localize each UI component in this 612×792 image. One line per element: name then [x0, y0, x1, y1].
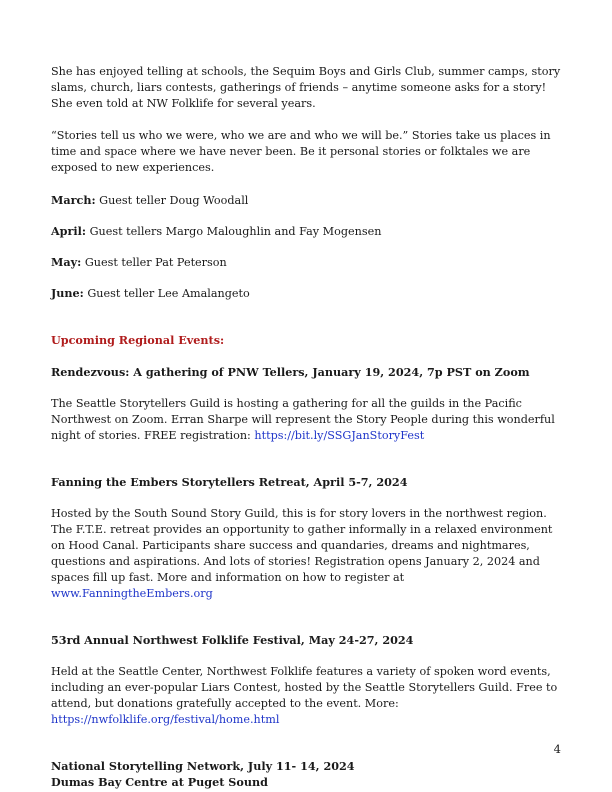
page-number: 4: [553, 742, 561, 756]
intro-paragraph-1: She has enjoyed telling at schools, the Sequim Boys and Girls Club, summer camps, story slams, church, liars contests, gatherings of friends – anytime someone asks for a story! She even told at NW Folklife for several years.: [51, 65, 561, 110]
schedule-text: Guest teller Doug Woodall: [95, 194, 249, 207]
event-subtitle-nsn: Dumas Bay Centre at Puget Sound: [51, 775, 268, 789]
schedule-item-june: [51, 285, 566, 302]
event-link-fanning-embers[interactable]: www.FanningtheEmbers.org: [51, 587, 213, 600]
event-link-folklife[interactable]: https://nwfolklife.org/festival/home.html: [51, 713, 280, 726]
schedule-text: Guest tellers Margo Maloughlin and Fay Mogensen: [86, 225, 382, 238]
document-body: [51, 64, 566, 790]
event-title-nsn: National Storytelling Network, July 11- 14, 2024: [51, 759, 355, 773]
event-body-text: Held at the Seattle Center, Northwest Folklife features a variety of spoken word events, including an ever-popular Liars Contest, hosted by the Seattle Storytellers Guild. Free to attend, but donations gratefully accepted to the event. More:: [51, 665, 558, 710]
schedule-month: March:: [51, 193, 96, 207]
event-title-rendezvous: Rendezvous: A gathering of PNW Tellers, January 19, 2024, 7p PST on Zoom: [51, 365, 530, 379]
schedule-month: April:: [51, 224, 87, 238]
schedule-text: Guest teller Pat Peterson: [81, 256, 227, 269]
schedule-item-april: [51, 223, 566, 240]
event-body-fanning-embers: [51, 506, 566, 602]
schedule-month: June:: [51, 286, 84, 300]
schedule-text: Guest teller Lee Amalangeto: [83, 287, 250, 300]
event-body-rendezvous: [51, 396, 566, 444]
event-body-folklife: [51, 664, 566, 728]
event-body-text: Hosted by the South Sound Story Guild, this is for story lovers in the northwest region. The F.T.E. retreat provides an opportunity to gather informally in a relaxed environment on Hood Canal. Participants share success and quandaries, dreams and nightmares, questions and aspirations. And lots of stories! Registration opens January 2, 2024 and spaces fill up fast. More and information on how to register at: [51, 507, 553, 584]
schedule-month: May:: [51, 255, 82, 269]
schedule-item-march: [51, 192, 566, 209]
intro-paragraph-2: “Stories tell us who we were, who we are and who we will be.” Stories take us places in time and space where we have never been. Be it personal stories or folktales we are exposed to new experiences.: [51, 129, 551, 174]
event-body-text: The Seattle Storytellers Guild is hosting a gathering for all the guilds in the Pacific Northwest on Zoom. Erran Sharpe will represent the Story People during this wonderful night of stories. FREE registration:: [51, 397, 555, 442]
schedule-item-may: [51, 254, 566, 271]
event-link-ssg[interactable]: https://bit.ly/SSGJanStoryFest: [254, 429, 425, 442]
event-title-folklife: 53rd Annual Northwest Folklife Festival, May 24-27, 2024: [51, 633, 414, 647]
events-heading: Upcoming Regional Events:: [51, 333, 225, 347]
event-title-fanning-embers: Fanning the Embers Storytellers Retreat, April 5-7, 2024: [51, 475, 408, 489]
